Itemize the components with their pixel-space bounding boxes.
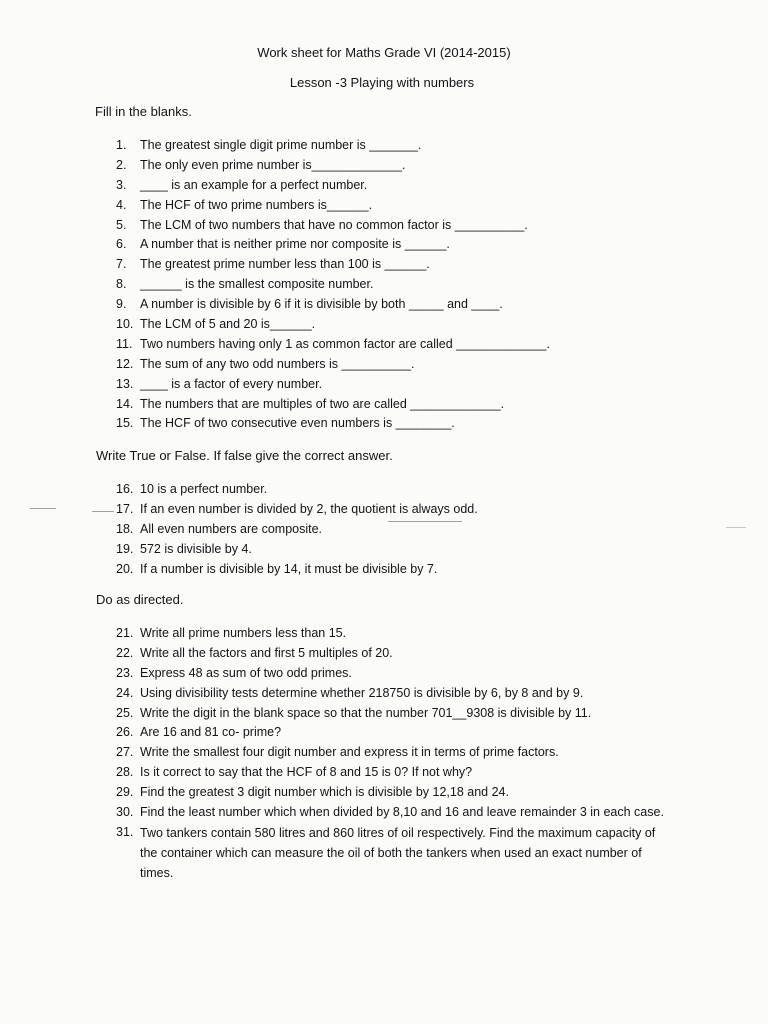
question-item	[116, 315, 550, 335]
question-number: 19.	[116, 541, 134, 556]
question-number: 21.	[116, 626, 134, 640]
true-false-list	[116, 480, 478, 579]
question-text: Are 16 and 81 co- prime?	[140, 725, 282, 740]
question-number: 1.	[116, 138, 127, 152]
question-item	[116, 823, 670, 883]
question-number: 10.	[116, 317, 134, 332]
question-text: Two tankers contain 580 litres and 860 litres of oil respectively. Find the maximum capacity of the container which can measure the oil of both the tankers when used an exact number of times.	[140, 825, 656, 880]
section-heading-fill-blanks: Fill in the blanks.	[95, 104, 192, 119]
question-text: The numbers that are multiples of two are called _____________.	[140, 396, 505, 411]
question-text: The LCM of two numbers that have no common factor is __________.	[140, 217, 528, 232]
question-item	[116, 235, 550, 255]
question-item	[116, 156, 550, 176]
question-item	[116, 176, 550, 196]
scan-artifact-line	[92, 511, 114, 512]
question-text: Find the least number which when divided by 8,10 and 16 and leave remainder 3 in each case.	[140, 805, 664, 820]
question-text: 572 is divisible by 4.	[140, 541, 252, 556]
question-item	[116, 803, 670, 823]
section-heading-do-as-directed: Do as directed.	[96, 592, 184, 607]
question-number: 29.	[116, 785, 134, 800]
question-number: 31.	[116, 824, 134, 839]
question-text: Two numbers having only 1 as common factor are called _____________.	[140, 336, 550, 351]
question-text: If a number is divisible by 14, it must be divisible by 7.	[140, 561, 438, 576]
question-item	[116, 723, 670, 743]
question-item	[116, 763, 670, 783]
question-number: 8.	[116, 277, 127, 292]
question-number: 11.	[116, 336, 133, 351]
question-text: Find the greatest 3 digit number which is divisible by 12,18 and 24.	[140, 785, 509, 800]
question-item	[116, 560, 478, 580]
worksheet-title: Work sheet for Maths Grade VI (2014-2015)	[257, 45, 511, 60]
question-number: 12.	[116, 356, 134, 371]
question-number: 3.	[116, 177, 127, 192]
question-text: The HCF of two consecutive even numbers is ________.	[140, 416, 455, 431]
question-number: 26.	[116, 725, 134, 740]
question-item	[116, 500, 478, 520]
question-number: 4.	[116, 197, 127, 212]
question-number: 25.	[116, 705, 134, 720]
question-item	[116, 624, 670, 644]
question-item	[116, 520, 478, 540]
question-number: 24.	[116, 685, 134, 700]
question-number: 5.	[116, 217, 127, 232]
question-text: Using divisibility tests determine whether 218750 is divisible by 6, by 8 and by 9.	[140, 685, 584, 700]
question-text: Is it correct to say that the HCF of 8 and 15 is 0? If not why?	[140, 765, 473, 780]
question-item	[116, 743, 670, 763]
scan-artifact-line	[388, 521, 462, 522]
question-text: Write the smallest four digit number and express it in terms of prime factors.	[140, 745, 559, 760]
question-text: The HCF of two prime numbers is______.	[140, 197, 373, 212]
question-text: All even numbers are composite.	[140, 521, 323, 536]
question-item	[116, 480, 478, 500]
question-number: 13.	[116, 376, 134, 391]
question-item	[116, 664, 670, 684]
question-number: 9.	[116, 297, 127, 312]
question-number: 28.	[116, 765, 134, 780]
question-number: 14.	[116, 396, 134, 411]
question-text: The greatest single digit prime number is _______.	[140, 138, 422, 152]
question-text: A number is divisible by 6 if it is divisible by both _____ and ____.	[140, 297, 503, 312]
question-number: 20.	[116, 561, 134, 576]
question-text: The LCM of 5 and 20 is______.	[140, 317, 316, 332]
question-item	[116, 295, 550, 315]
question-number: 16.	[116, 482, 134, 496]
question-number: 22.	[116, 645, 134, 660]
question-text: The greatest prime number less than 100 is ______.	[140, 257, 430, 272]
scan-artifact-line	[726, 527, 746, 528]
question-number: 18.	[116, 521, 134, 536]
lesson-title: Lesson -3 Playing with numbers	[289, 75, 475, 90]
question-text: The only even prime number is_____________.	[140, 157, 406, 172]
question-item	[116, 375, 550, 395]
scan-artifact-line	[30, 508, 56, 509]
question-text: ____ is a factor of every number.	[140, 376, 323, 391]
question-text: A number that is neither prime nor composite is ______.	[140, 237, 450, 252]
question-text: 10 is a perfect number.	[140, 482, 268, 496]
question-item	[116, 136, 550, 156]
section-heading-true-false: Write True or False. If false give the correct answer.	[96, 448, 393, 463]
question-item	[116, 644, 670, 664]
question-item	[116, 704, 670, 724]
question-text: ____ is an example for a perfect number.	[140, 177, 368, 192]
question-item	[116, 395, 550, 415]
question-text: ______ is the smallest composite number.	[140, 277, 374, 292]
question-text: The sum of any two odd numbers is __________.	[140, 356, 415, 371]
question-item	[116, 275, 550, 295]
question-item	[116, 414, 550, 434]
question-item	[116, 540, 478, 560]
question-text: Write the digit in the blank space so that the number 701__9308 is divisible by 11.	[140, 705, 592, 720]
question-item	[116, 255, 550, 275]
question-text: Write all prime numbers less than 15.	[140, 626, 347, 640]
question-item	[116, 196, 550, 216]
question-number: 17.	[116, 501, 134, 516]
fill-blanks-list	[116, 136, 550, 434]
question-item	[116, 216, 550, 236]
question-text: If an even number is divided by 2, the quotient is always odd.	[140, 501, 478, 516]
question-text: Write all the factors and first 5 multiples of 20.	[140, 645, 393, 660]
question-number: 27.	[116, 745, 134, 760]
question-item	[116, 335, 550, 355]
question-number: 6.	[116, 237, 127, 252]
question-item	[116, 783, 670, 803]
question-item	[116, 355, 550, 375]
question-text: Express 48 as sum of two odd primes.	[140, 665, 352, 680]
question-number: 2.	[116, 157, 127, 172]
question-number: 30.	[116, 805, 134, 820]
question-number: 7.	[116, 257, 127, 272]
question-number: 15.	[116, 416, 134, 431]
do-as-directed-list	[116, 624, 670, 883]
question-number: 23.	[116, 665, 134, 680]
question-item	[116, 684, 670, 704]
